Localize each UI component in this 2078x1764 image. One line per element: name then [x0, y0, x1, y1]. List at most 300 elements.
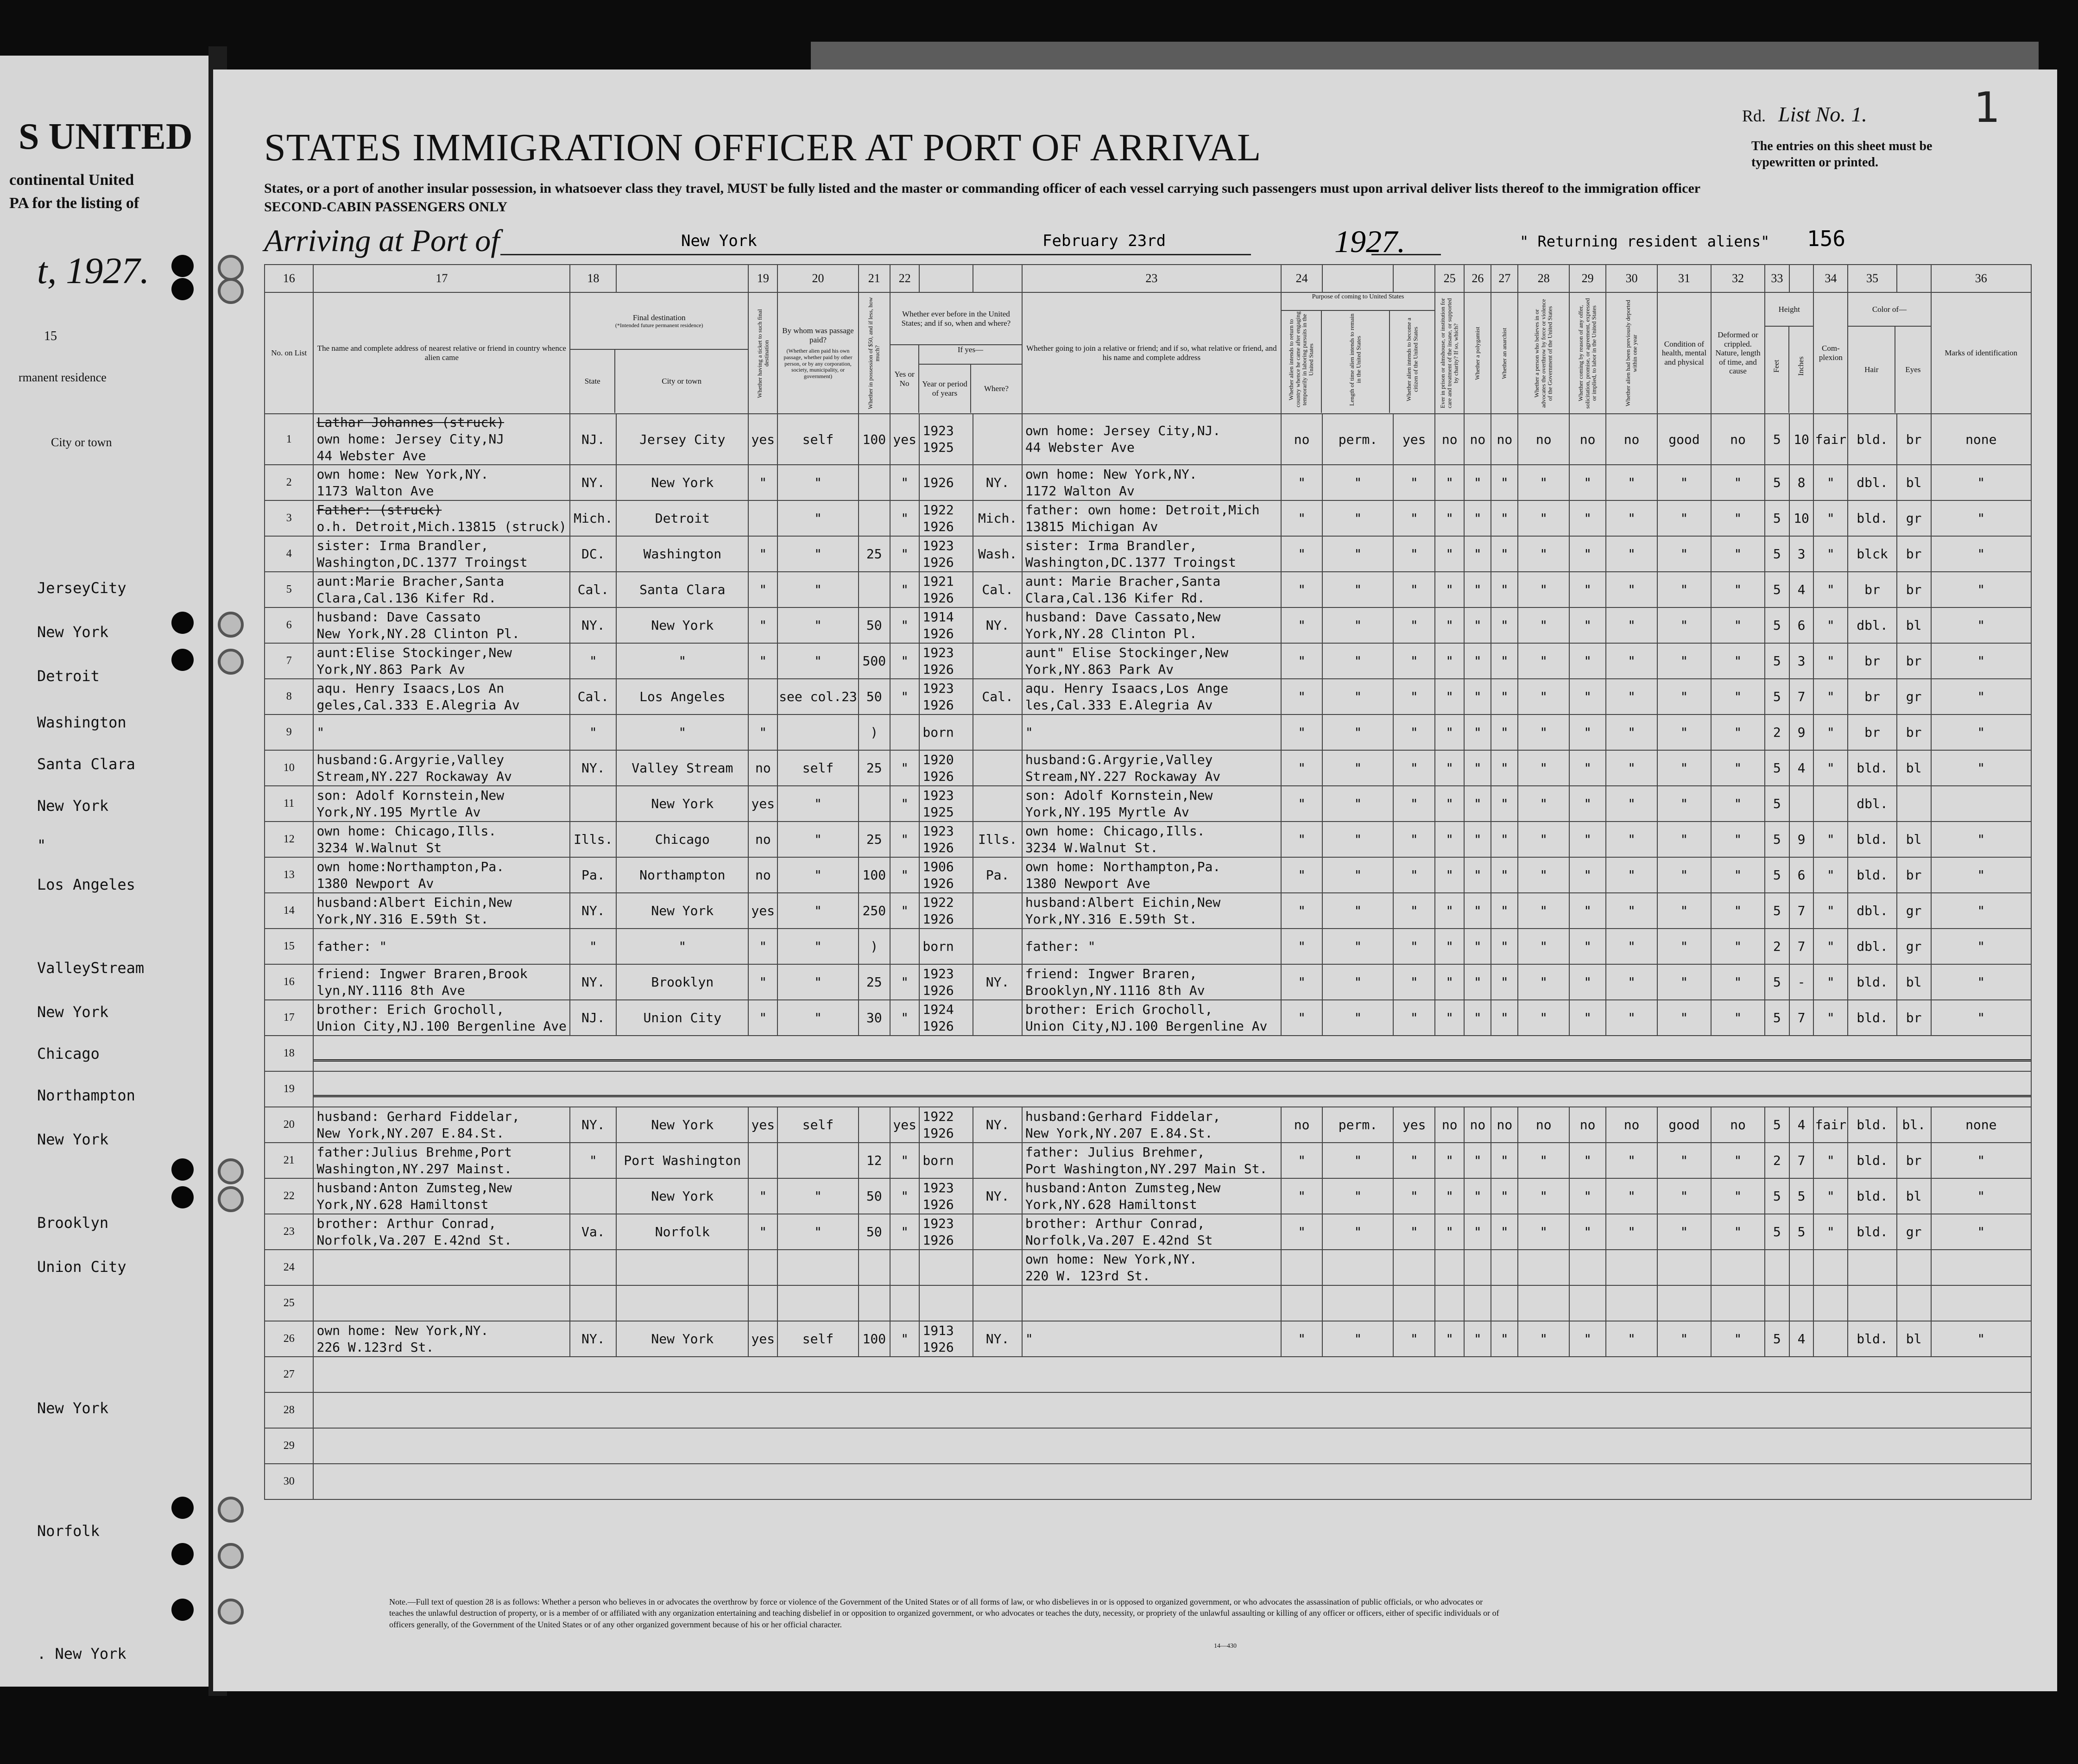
table-row — [265, 1285, 2031, 1321]
cell-ft: 5 — [1765, 1000, 1789, 1036]
nearest-relative — [313, 536, 570, 572]
column-number — [1322, 265, 1393, 292]
cell-c25: " — [1435, 536, 1464, 572]
joining-line: " — [1025, 1331, 1033, 1347]
cell-money: ) — [859, 929, 891, 964]
row-number: 8 — [265, 679, 313, 714]
year-line: 1924 — [922, 1001, 954, 1017]
cell-yn: " — [890, 572, 919, 607]
hdr-ticket: Whether having a ticket to such final destination — [756, 308, 770, 398]
cell-in: 7 — [1789, 1143, 1814, 1178]
joining-line: husband:Anton Zumsteg,New — [1025, 1180, 1221, 1195]
cell-state: " — [570, 1143, 616, 1178]
cell-hair: dbl. — [1848, 893, 1896, 929]
cell-p24a: no — [1281, 1107, 1323, 1143]
relative-line: York,NY.316 E.59th St. — [316, 911, 489, 927]
cell-city: Chicago — [616, 822, 748, 857]
relative-line: father: " — [316, 938, 387, 954]
cell-p24b: " — [1322, 1143, 1393, 1178]
table-row — [265, 465, 2031, 500]
cell-city: Northampton — [616, 857, 748, 893]
footnote-question-28: Note.—Full text of question 28 is as follows: Whether a person who believes in or advocates the overthrow by force or violence of the Government of the United States or of all forms of law, or who disbelieves in or is opposed to organized government, or who advocates the assassination of public officials, or who advocates or teaches the unlawful destruction of property, or is a member of or affiliated with any organization entertaining and teaching disbelief in or opposition to organized government, or who advocates or teaches the duty, necessity, or propriety of the unlawful assaulting or killing of any officer or officers, either of specific individuals or of officers generally, of the Government of the United States or of any other organized government because of his or her official character. — [389, 1597, 1499, 1629]
column-number: 34 — [1813, 265, 1848, 292]
table-row — [265, 964, 2031, 1000]
cell-hair: bld. — [1848, 822, 1896, 857]
cell-paid: self — [777, 1321, 858, 1357]
hdr-nearest-relative: The name and complete address of nearest relative or friend in country whence alien came — [317, 344, 566, 362]
column-number: 31 — [1657, 265, 1711, 292]
cell-money — [859, 1107, 891, 1143]
cell-p24a: " — [1281, 1214, 1323, 1250]
cell-c26: " — [1464, 750, 1491, 786]
cell-c30: " — [1606, 893, 1657, 929]
table-row — [265, 643, 2031, 679]
cell-ft: 5 — [1765, 964, 1789, 1000]
cell-c30: " — [1606, 572, 1657, 607]
cell-c29: " — [1569, 1178, 1606, 1214]
cell-ticket: " — [748, 714, 777, 750]
table-row — [265, 1143, 2031, 1178]
cell-cx: fair — [1813, 1107, 1848, 1143]
cell-city: Los Angeles — [616, 679, 748, 714]
column-number: 26 — [1464, 265, 1491, 292]
relative-line: Father: (struck) — [316, 502, 442, 518]
row-number: 12 — [265, 822, 313, 857]
cell-state — [570, 1250, 616, 1285]
joining-line: aunt: Marie Bracher,Santa — [1025, 573, 1221, 589]
binder-ring — [218, 278, 244, 304]
cell-p24c: " — [1393, 750, 1435, 786]
column-number: 35 — [1848, 265, 1896, 292]
cabin-class: SECOND-CABIN PASSENGERS ONLY — [264, 199, 508, 215]
nearest-relative — [313, 857, 570, 893]
cell-health: " — [1657, 822, 1711, 857]
cell-c27 — [1491, 1250, 1518, 1285]
cell-in: 6 — [1789, 857, 1814, 893]
nearest-relative — [313, 643, 570, 679]
cell-c26: " — [1464, 679, 1491, 714]
relative-line: Clara,Cal.136 Kifer Rd. — [316, 590, 497, 606]
list-total: 156 — [1807, 226, 1846, 251]
cell-c29 — [1569, 1250, 1606, 1285]
year-line: 1922 — [922, 502, 954, 518]
cell-c25: " — [1435, 893, 1464, 929]
cell-paid: " — [777, 964, 858, 1000]
joining-line: friend: Ingwer Braren, — [1025, 966, 1197, 981]
cell-p24b: " — [1322, 1178, 1393, 1214]
cell-c29: " — [1569, 964, 1606, 1000]
cell-state: NY. — [570, 750, 616, 786]
cell-yn: " — [890, 1178, 919, 1214]
cell-money: 100 — [859, 1321, 891, 1357]
binder-hole — [171, 1497, 194, 1519]
table-row — [265, 1178, 2031, 1214]
cell-paid: " — [777, 786, 858, 822]
joining-line: York,NY.28 Clinton Pl. — [1025, 626, 1197, 641]
cell-hair: dbl. — [1848, 929, 1896, 964]
cell-c27: " — [1491, 857, 1518, 893]
year-period — [919, 1000, 973, 1036]
cell-p24b — [1322, 1285, 1393, 1321]
left-page-city: New York — [37, 1399, 109, 1417]
row-number: 7 — [265, 643, 313, 679]
cell-eyes: bl — [1897, 607, 1931, 643]
cell-health: " — [1657, 1321, 1711, 1357]
relative-line: Lathar Johannes (struck) — [316, 415, 505, 430]
cell-p24b: " — [1322, 893, 1393, 929]
cell-marks — [1931, 1250, 2031, 1285]
cell-p24a: " — [1281, 964, 1323, 1000]
cell-marks: " — [1931, 679, 2031, 714]
cell-c25 — [1435, 1250, 1464, 1285]
cell-eyes — [1897, 786, 1931, 822]
cell-c27: " — [1491, 465, 1518, 500]
cell-in: 9 — [1789, 714, 1814, 750]
column-number: 33 — [1765, 265, 1789, 292]
cell-p24b: " — [1322, 964, 1393, 1000]
cell-marks: " — [1931, 1000, 2031, 1036]
cell-deformed: " — [1711, 822, 1765, 857]
cell-state: Va. — [570, 1214, 616, 1250]
cell-city: Union City — [616, 1000, 748, 1036]
left-page-city: Chicago — [37, 1045, 100, 1062]
cell-c29: " — [1569, 786, 1606, 822]
row-number: 3 — [265, 500, 313, 536]
cell-paid: " — [777, 572, 858, 607]
hdr-final-destination: Final destination — [632, 313, 686, 322]
cell-ticket: " — [748, 643, 777, 679]
cell-health: " — [1657, 857, 1711, 893]
cell-paid: " — [777, 1214, 858, 1250]
year-period — [919, 893, 973, 929]
column-number: 22 — [890, 265, 919, 292]
relative-line: o.h. Detroit,Mich.13815 (struck) — [316, 518, 567, 534]
cell-money: 25 — [859, 964, 891, 1000]
cell-p24c: " — [1393, 1143, 1435, 1178]
hdr-q28: Whether a person who believes in or advocates the overthrow by force or violence of the Government of the United States — [1533, 298, 1554, 408]
cell-p24c: " — [1393, 786, 1435, 822]
cell-p24b — [1322, 1250, 1393, 1285]
year-line: 1923 — [922, 966, 954, 981]
nearest-relative — [313, 1214, 570, 1250]
cell-c30: " — [1606, 857, 1657, 893]
cell-ticket — [748, 679, 777, 714]
page-number: 1 — [1974, 83, 2001, 132]
cell-marks: " — [1931, 1321, 2031, 1357]
hdr-where: Where? — [984, 384, 1009, 393]
cell-state: NY. — [570, 1107, 616, 1143]
joining-line: 44 Webster Ave — [1025, 440, 1135, 455]
cell-deformed: " — [1711, 786, 1765, 822]
cell-marks: " — [1931, 1178, 2031, 1214]
relative-line: own home: New York,NY. — [316, 1322, 489, 1338]
arriving-label: Arriving at Port of — [264, 223, 500, 258]
table-row — [265, 1464, 2031, 1499]
cell-c26: " — [1464, 893, 1491, 929]
cell-yn: " — [890, 500, 919, 536]
cell-deformed: " — [1711, 536, 1765, 572]
cell-marks: " — [1931, 607, 2031, 643]
year-line: 1906 — [922, 859, 954, 874]
cell-ft: 5 — [1765, 1321, 1789, 1357]
cell-c25: " — [1435, 1000, 1464, 1036]
cell-c30: no — [1606, 414, 1657, 465]
cell-city: " — [616, 929, 748, 964]
left-page-header-city: City or town — [51, 436, 112, 449]
cell-cx: " — [1813, 929, 1848, 964]
table-row — [265, 929, 2031, 964]
cell-ticket: " — [748, 929, 777, 964]
cell-c25: no — [1435, 1107, 1464, 1143]
nearest-relative — [313, 414, 570, 465]
cell-c28: " — [1518, 1000, 1569, 1036]
joining-line: husband:G.Argyrie,Valley — [1025, 752, 1213, 767]
year-line: 1923 — [922, 1180, 954, 1195]
cell-c25: " — [1435, 714, 1464, 750]
left-page-city: New York — [37, 1131, 109, 1148]
cell-money — [859, 1250, 891, 1285]
row-separator — [313, 1036, 2031, 1071]
row-number: 4 — [265, 536, 313, 572]
cell-deformed: " — [1711, 465, 1765, 500]
row-separator — [313, 1071, 2031, 1107]
cell-yn: " — [890, 822, 919, 857]
year-period — [919, 607, 973, 643]
cell-c29: " — [1569, 572, 1606, 607]
cell-money — [859, 786, 891, 822]
year-period — [919, 964, 973, 1000]
cell-state: NY. — [570, 465, 616, 500]
left-page-city: Brooklyn — [37, 1214, 109, 1232]
cell-deformed: " — [1711, 1321, 1765, 1357]
cell-hair — [1848, 1285, 1896, 1321]
year-line: 1920 — [922, 752, 954, 767]
cell-eyes: bl — [1897, 465, 1931, 500]
hdr-purpose-b: Length of time alien intends to remain in the United States — [1348, 313, 1362, 406]
left-page-city: " — [37, 836, 46, 854]
cell-state: Cal. — [570, 679, 616, 714]
year-line: 1921 — [922, 573, 954, 589]
table-row — [265, 1036, 2031, 1071]
cell-p24b: " — [1322, 750, 1393, 786]
hdr-state: State — [570, 350, 615, 413]
cell-marks: " — [1931, 572, 2031, 607]
cell-p24a: " — [1281, 1143, 1323, 1178]
cell-p24b: " — [1322, 500, 1393, 536]
cell-c30: " — [1606, 1000, 1657, 1036]
list-label: List No. 1. — [1778, 102, 1867, 126]
cell-eyes: gr — [1897, 1214, 1931, 1250]
cell-p24c: " — [1393, 572, 1435, 607]
cell-paid: " — [777, 500, 858, 536]
binder-ring — [218, 649, 244, 675]
row-number: 2 — [265, 465, 313, 500]
cell-p24b: perm. — [1322, 414, 1393, 465]
relative-line: York,NY.863 Park Av — [316, 661, 465, 677]
column-number: 28 — [1518, 265, 1569, 292]
cell-c30: " — [1606, 679, 1657, 714]
cell-money: 25 — [859, 536, 891, 572]
typewriter-note: The entries on this sheet must be typewritten or printed. — [1751, 139, 1933, 170]
column-number: 30 — [1606, 265, 1657, 292]
cell-c26: " — [1464, 964, 1491, 1000]
cell-p24a: " — [1281, 1000, 1323, 1036]
cell-city: Brooklyn — [616, 964, 748, 1000]
hdr-purpose-a: Whether alien intends to return to country whence he came after engaging temporarily in laboring pursuits in the United States — [1287, 311, 1314, 408]
cell-city: " — [616, 643, 748, 679]
cell-c26: " — [1464, 1143, 1491, 1178]
cell-in: 5 — [1789, 1214, 1814, 1250]
cell-p24a: " — [1281, 786, 1323, 822]
year-period — [919, 1285, 973, 1321]
cell-in: - — [1789, 964, 1814, 1000]
cell-deformed: " — [1711, 1000, 1765, 1036]
joining-line: sister: Irma Brandler, — [1025, 537, 1197, 553]
relative-line: aunt:Elise Stockinger,New — [316, 645, 512, 660]
year-period — [919, 786, 973, 822]
nearest-relative — [313, 893, 570, 929]
cell-eyes: br — [1897, 643, 1931, 679]
cell-where: Cal. — [973, 679, 1022, 714]
column-number — [1393, 265, 1435, 292]
cell-deformed: no — [1711, 414, 1765, 465]
rd-label: Rd. — [1742, 107, 1766, 125]
cell-where: NY. — [973, 607, 1022, 643]
cell-ticket: no — [748, 750, 777, 786]
cell-hair: br — [1848, 679, 1896, 714]
cell-c25: " — [1435, 500, 1464, 536]
cell-c26: " — [1464, 536, 1491, 572]
joining-relative — [1022, 1107, 1281, 1143]
cell-hair: dbl. — [1848, 607, 1896, 643]
binder-ring — [218, 1543, 244, 1569]
cell-c25: " — [1435, 929, 1464, 964]
joining-line: Brooklyn,NY.1116 8th Av — [1025, 982, 1205, 998]
cell-p24b: " — [1322, 607, 1393, 643]
manifest-page — [213, 70, 2057, 1691]
cell-c27: no — [1491, 1107, 1518, 1143]
blank-row — [313, 1392, 2031, 1428]
cell-c28: " — [1518, 679, 1569, 714]
hdr-prison: Ever in prison or almshouse, or institution for care and treatment of the insane, or supported by charity? If so, which? — [1439, 298, 1459, 408]
cell-p24c: " — [1393, 822, 1435, 857]
joining-line: New York,NY.207 E.84.St. — [1025, 1125, 1213, 1141]
cell-where: Wash. — [973, 536, 1022, 572]
cell-c25: " — [1435, 643, 1464, 679]
cell-c25: " — [1435, 857, 1464, 893]
cell-ft — [1765, 1250, 1789, 1285]
cell-c26: " — [1464, 929, 1491, 964]
cell-in: 9 — [1789, 822, 1814, 857]
cell-ticket — [748, 500, 777, 536]
cell-city: Norfolk — [616, 1214, 748, 1250]
cell-city: Port Washington — [616, 1143, 748, 1178]
cell-state: NY. — [570, 893, 616, 929]
joining-relative — [1022, 500, 1281, 536]
cell-c29: " — [1569, 750, 1606, 786]
cell-ticket — [748, 1143, 777, 1178]
year-line: 1926 — [922, 1232, 954, 1248]
nearest-relative — [313, 822, 570, 857]
cell-city: Detroit — [616, 500, 748, 536]
year-line: 1926 — [922, 768, 954, 784]
joining-line: father: " — [1025, 938, 1096, 954]
left-page-city: New York — [37, 623, 109, 641]
cell-c26: " — [1464, 857, 1491, 893]
cell-cx — [1813, 1285, 1848, 1321]
cell-c27: " — [1491, 679, 1518, 714]
cell-marks: " — [1931, 822, 2031, 857]
cell-p24b: " — [1322, 1000, 1393, 1036]
cell-health: good — [1657, 1107, 1711, 1143]
cell-c28: " — [1518, 822, 1569, 857]
joining-line: Port Washington,NY.297 Main St. — [1025, 1161, 1268, 1176]
cell-yn — [890, 929, 919, 964]
binder-ring — [218, 255, 244, 281]
joining-line: own home: New York,NY. — [1025, 1251, 1197, 1267]
cell-cx: " — [1813, 607, 1848, 643]
cell-c26: " — [1464, 643, 1491, 679]
cell-p24c: " — [1393, 1000, 1435, 1036]
cell-ticket: " — [748, 572, 777, 607]
cell-p24c: " — [1393, 929, 1435, 964]
left-page-city: Los Angeles — [37, 876, 135, 893]
cell-where: Cal. — [973, 572, 1022, 607]
table-row — [265, 1321, 2031, 1357]
cell-marks: " — [1931, 643, 2031, 679]
cell-state: DC. — [570, 536, 616, 572]
cell-c25: " — [1435, 465, 1464, 500]
cell-health: " — [1657, 893, 1711, 929]
cell-state: " — [570, 714, 616, 750]
cell-yn — [890, 714, 919, 750]
relative-line: lyn,NY.1116 8th Ave — [316, 982, 465, 998]
column-number — [973, 265, 1022, 292]
cell-marks: " — [1931, 857, 2031, 893]
cell-where — [973, 1000, 1022, 1036]
left-page-city: . New York — [37, 1645, 126, 1663]
cell-c29: " — [1569, 679, 1606, 714]
cell-city: New York — [616, 786, 748, 822]
row-number: 26 — [265, 1321, 313, 1357]
cell-c27: no — [1491, 414, 1518, 465]
cell-health: " — [1657, 679, 1711, 714]
left-page-date: t, 1927. — [37, 251, 150, 291]
cell-p24a: " — [1281, 929, 1323, 964]
cell-where — [973, 1214, 1022, 1250]
cell-p24a: " — [1281, 857, 1323, 893]
cell-c30 — [1606, 1285, 1657, 1321]
cell-where: NY. — [973, 964, 1022, 1000]
cell-city: Valley Stream — [616, 750, 748, 786]
cell-c30: " — [1606, 964, 1657, 1000]
cell-where — [973, 1250, 1022, 1285]
joining-relative — [1022, 643, 1281, 679]
cell-p24a: " — [1281, 893, 1323, 929]
cell-deformed: " — [1711, 607, 1765, 643]
year-line: 1926 — [922, 518, 954, 534]
relative-line: father:Julius Brehme,Port — [316, 1144, 512, 1160]
column-number: 25 — [1435, 265, 1464, 292]
cell-cx — [1813, 1250, 1848, 1285]
joining-line: own home: New York,NY. — [1025, 466, 1197, 482]
cell-ft: 5 — [1765, 1107, 1789, 1143]
list-number — [1742, 102, 1867, 126]
year-line: born — [922, 938, 954, 954]
year-line: 1926 — [922, 1018, 954, 1034]
left-page-city: Detroit — [37, 667, 100, 685]
cell-p24c: " — [1393, 857, 1435, 893]
